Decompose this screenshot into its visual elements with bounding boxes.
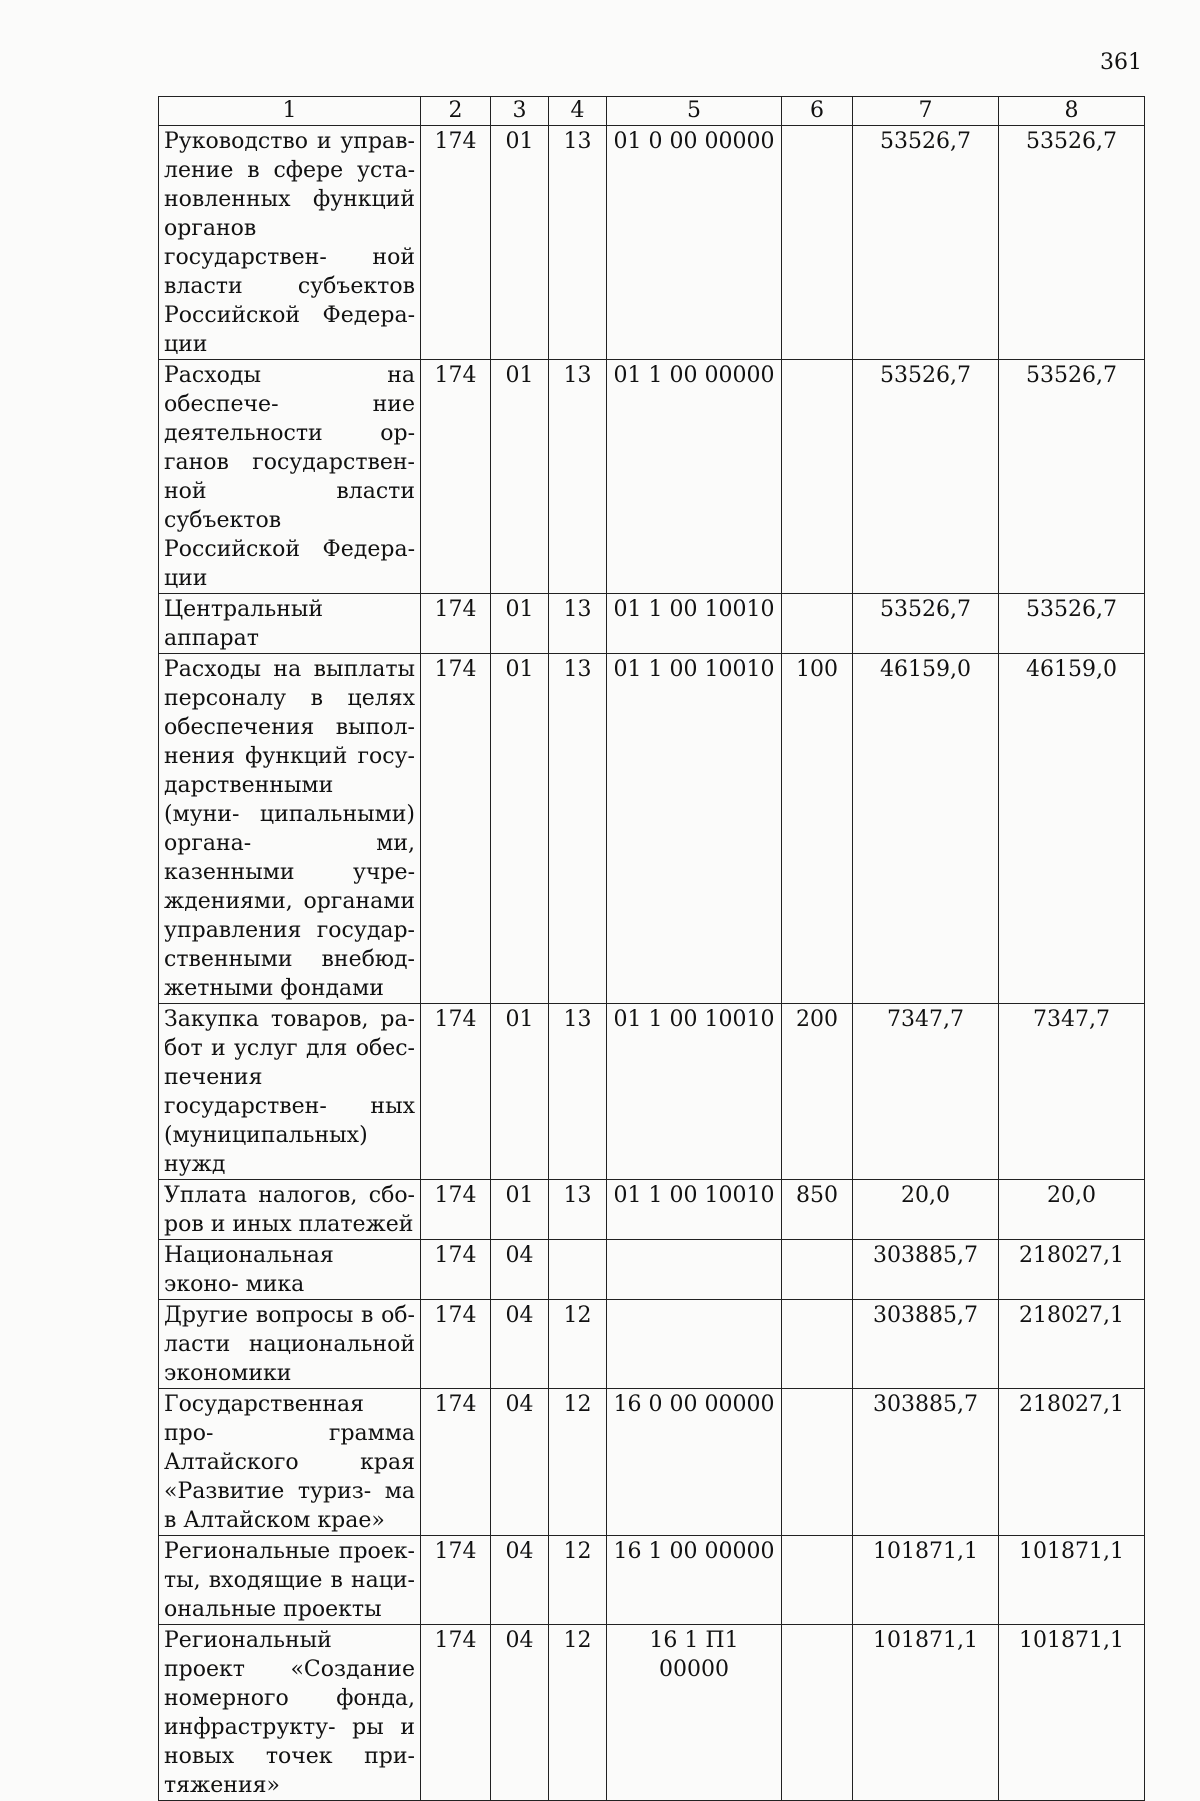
- table-body: [159, 126, 1145, 1801]
- header-cell: 7: [853, 97, 999, 126]
- row-expense-type: [782, 1240, 853, 1300]
- row-grbs: 174: [421, 1300, 491, 1389]
- row-name: Центральный аппарат: [159, 594, 421, 654]
- row-sum-2: 218027,1: [999, 1300, 1145, 1389]
- row-subsection: 13: [549, 594, 607, 654]
- row-expense-type: [782, 1625, 853, 1801]
- row-name: Национальная эконо- мика: [159, 1240, 421, 1300]
- row-subsection: 12: [549, 1300, 607, 1389]
- row-sum-1: 303885,7: [853, 1300, 999, 1389]
- row-sum-1: 46159,0: [853, 654, 999, 1004]
- row-sum-2: 101871,1: [999, 1536, 1145, 1625]
- row-sum-2: 53526,7: [999, 360, 1145, 594]
- row-subsection: 12: [549, 1389, 607, 1536]
- row-sum-2: 46159,0: [999, 654, 1145, 1004]
- header-cell: 2: [421, 97, 491, 126]
- row-expense-type: 200: [782, 1004, 853, 1180]
- table-row: [159, 1300, 1145, 1389]
- header-cell: 8: [999, 97, 1145, 126]
- row-sum-2: 218027,1: [999, 1240, 1145, 1300]
- header-cell: 3: [491, 97, 549, 126]
- row-name: Другие вопросы в об- ласти национальной экономики: [159, 1300, 421, 1389]
- table-row: [159, 1625, 1145, 1801]
- row-grbs: 174: [421, 360, 491, 594]
- row-section: 01: [491, 1180, 549, 1240]
- row-grbs: 174: [421, 1536, 491, 1625]
- table-header: [159, 97, 1145, 126]
- row-section: 01: [491, 1004, 549, 1180]
- row-expense-type: 100: [782, 654, 853, 1004]
- table-row: [159, 654, 1145, 1004]
- header-cell: 1: [159, 97, 421, 126]
- row-sum-1: 303885,7: [853, 1240, 999, 1300]
- row-expense-type: 850: [782, 1180, 853, 1240]
- row-grbs: 174: [421, 654, 491, 1004]
- row-subsection: [549, 1240, 607, 1300]
- row-name: Региональные проек- ты, входящие в наци- ональные проекты: [159, 1536, 421, 1625]
- table-row: [159, 1389, 1145, 1536]
- row-name: Руководство и управ- ление в сфере уста- новленных функций органов государствен- ной власти субъектов Российской Федера- ции: [159, 126, 421, 360]
- header-cell: 4: [549, 97, 607, 126]
- row-subsection: 12: [549, 1625, 607, 1801]
- row-expense-type: [782, 1300, 853, 1389]
- page-number: 361: [1100, 50, 1142, 75]
- row-grbs: 174: [421, 1389, 491, 1536]
- row-sum-2: 20,0: [999, 1180, 1145, 1240]
- row-grbs: 174: [421, 1625, 491, 1801]
- budget-table: [158, 96, 1145, 1801]
- row-subsection: 13: [549, 126, 607, 360]
- row-sum-2: 53526,7: [999, 126, 1145, 360]
- table-row: [159, 126, 1145, 360]
- header-cell: 6: [782, 97, 853, 126]
- row-sum-2: 7347,7: [999, 1004, 1145, 1180]
- row-section: 04: [491, 1300, 549, 1389]
- row-sum-2: 218027,1: [999, 1389, 1145, 1536]
- row-name: Региональный проект «Создание номерного фонда, инфраструкту- ры и новых точек при- тяжения»: [159, 1625, 421, 1801]
- row-section: 04: [491, 1536, 549, 1625]
- row-target-code: [607, 1300, 782, 1389]
- row-sum-1: 101871,1: [853, 1536, 999, 1625]
- row-sum-1: 53526,7: [853, 594, 999, 654]
- table-row: [159, 1536, 1145, 1625]
- header-row: [159, 97, 1145, 126]
- row-grbs: 174: [421, 1180, 491, 1240]
- row-sum-1: 7347,7: [853, 1004, 999, 1180]
- row-section: 04: [491, 1625, 549, 1801]
- row-grbs: 174: [421, 126, 491, 360]
- row-section: 01: [491, 594, 549, 654]
- row-section: 01: [491, 126, 549, 360]
- row-target-code: 16 1 П1 00000: [607, 1625, 782, 1801]
- row-name: Расходы на обеспече- ние деятельности ор- ганов государствен- ной власти субъектов Российской Федера- ции: [159, 360, 421, 594]
- row-sum-1: 53526,7: [853, 126, 999, 360]
- table-row: [159, 1004, 1145, 1180]
- table-row: [159, 360, 1145, 594]
- row-expense-type: [782, 126, 853, 360]
- row-expense-type: [782, 594, 853, 654]
- row-target-code: 01 1 00 10010: [607, 1004, 782, 1180]
- row-section: 01: [491, 654, 549, 1004]
- row-expense-type: [782, 360, 853, 594]
- row-subsection: 13: [549, 654, 607, 1004]
- row-name: Расходы на выплаты персоналу в целях обеспечения выпол- нения функций госу- дарственными (муни- ципальными) органа- ми, казенными учре- ждениями, органами управления государ- ственными внебюд- жетными фондами: [159, 654, 421, 1004]
- row-target-code: 01 1 00 10010: [607, 1180, 782, 1240]
- row-target-code: [607, 1240, 782, 1300]
- row-name: Закупка товаров, ра- бот и услуг для обес- печения государствен- ных (муниципальных) нужд: [159, 1004, 421, 1180]
- row-sum-1: 303885,7: [853, 1389, 999, 1536]
- row-sum-2: 101871,1: [999, 1625, 1145, 1801]
- row-sum-1: 20,0: [853, 1180, 999, 1240]
- row-subsection: 13: [549, 1180, 607, 1240]
- row-subsection: 12: [549, 1536, 607, 1625]
- row-target-code: 01 0 00 00000: [607, 126, 782, 360]
- row-name: Государственная про- грамма Алтайского края «Развитие туриз- ма в Алтайском крае»: [159, 1389, 421, 1536]
- row-subsection: 13: [549, 1004, 607, 1180]
- row-subsection: 13: [549, 360, 607, 594]
- row-grbs: 174: [421, 1240, 491, 1300]
- row-target-code: 01 1 00 00000: [607, 360, 782, 594]
- table-row: [159, 594, 1145, 654]
- row-section: 01: [491, 360, 549, 594]
- table-row: [159, 1180, 1145, 1240]
- row-target-code: 01 1 00 10010: [607, 654, 782, 1004]
- header-cell: 5: [607, 97, 782, 126]
- row-sum-1: 101871,1: [853, 1625, 999, 1801]
- row-name: Уплата налогов, сбо- ров и иных платежей: [159, 1180, 421, 1240]
- row-target-code: 16 0 00 00000: [607, 1389, 782, 1536]
- row-expense-type: [782, 1389, 853, 1536]
- row-sum-2: 53526,7: [999, 594, 1145, 654]
- row-section: 04: [491, 1240, 549, 1300]
- row-grbs: 174: [421, 594, 491, 654]
- row-target-code: 16 1 00 00000: [607, 1536, 782, 1625]
- row-sum-1: 53526,7: [853, 360, 999, 594]
- row-section: 04: [491, 1389, 549, 1536]
- row-target-code: 01 1 00 10010: [607, 594, 782, 654]
- row-grbs: 174: [421, 1004, 491, 1180]
- row-expense-type: [782, 1536, 853, 1625]
- table-row: [159, 1240, 1145, 1300]
